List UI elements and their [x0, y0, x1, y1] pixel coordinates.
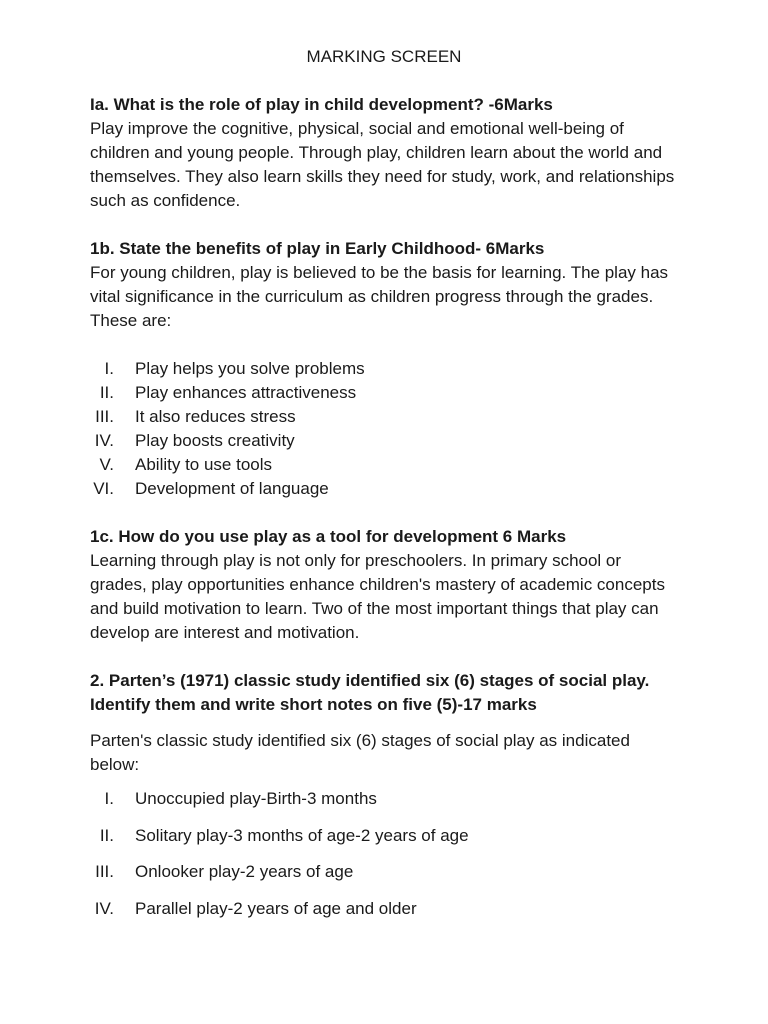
- list-text: Play helps you solve problems: [135, 359, 365, 378]
- question-heading: Ia. What is the role of play in child development? -6Marks: [90, 95, 553, 114]
- stages-list: [90, 787, 678, 921]
- answer-paragraph: For young children, play is believed to be the basis for learning. The play has vital significance in the curriculum as children progress through the grades. These are:: [90, 263, 669, 330]
- answer-paragraph: Play improve the cognitive, physical, social and emotional well-being of children and young people. Through play, children learn about the world and themselves. They also learn skills they need for study, work, and relationships such as confidence.: [90, 119, 675, 210]
- question-heading: 1b. State the benefits of play in Early Childhood- 6Marks: [90, 239, 545, 258]
- question-1c: [90, 525, 678, 645]
- list-text: Solitary play-3 months of age-2 years of age: [135, 825, 469, 845]
- list-number: II.: [99, 383, 114, 402]
- list-item: [90, 477, 678, 501]
- list-text: Ability to use tools: [135, 455, 273, 474]
- question-2: [90, 669, 678, 921]
- list-text: Parallel play-2 years of age and older: [135, 898, 417, 918]
- answer-paragraph: Parten's classic study identified six (6) stages of social play as indicated below:: [90, 731, 630, 774]
- list-number: V.: [99, 455, 114, 474]
- list-number: VI.: [93, 479, 114, 498]
- list-number: I.: [104, 789, 114, 808]
- list-text: Unoccupied play-Birth-3 months: [135, 789, 377, 808]
- list-number: II.: [99, 825, 114, 845]
- question-heading: 1c. How do you use play as a tool for development 6 Marks: [90, 527, 567, 546]
- list-item: [90, 897, 678, 921]
- list-item: [90, 429, 678, 453]
- list-number: III.: [95, 407, 114, 426]
- list-item: [90, 405, 678, 429]
- list-text: Onlooker play-2 years of age: [135, 862, 354, 881]
- list-number: III.: [95, 862, 114, 881]
- list-text: It also reduces stress: [135, 407, 296, 426]
- list-text: Development of language: [135, 479, 329, 498]
- list-number: IV.: [94, 898, 114, 918]
- list-text: Play enhances attractiveness: [135, 383, 357, 402]
- page-title: MARKING SCREEN: [306, 47, 462, 66]
- list-number: I.: [104, 359, 114, 378]
- question-heading: 2. Parten’s (1971) classic study identified six (6) stages of social play. Identify them and write short notes on five (5)-17 marks: [90, 671, 650, 714]
- list-item: [90, 787, 678, 811]
- list-number: IV.: [94, 431, 114, 450]
- answer-paragraph: Learning through play is not only for preschoolers. In primary school or grades, play opportunities enhance children's mastery of academic concepts and build motivation to learn. Two of the most important things that play can develop are interest and motivation.: [90, 551, 665, 642]
- question-1b: [90, 237, 678, 501]
- list-item: [90, 381, 678, 405]
- list-item: [90, 453, 678, 477]
- question-1a: [90, 93, 678, 213]
- benefits-list: [90, 357, 678, 501]
- list-text: Play boosts creativity: [135, 431, 295, 450]
- list-item: [90, 357, 678, 381]
- list-item: [90, 824, 678, 848]
- list-item: [90, 860, 678, 884]
